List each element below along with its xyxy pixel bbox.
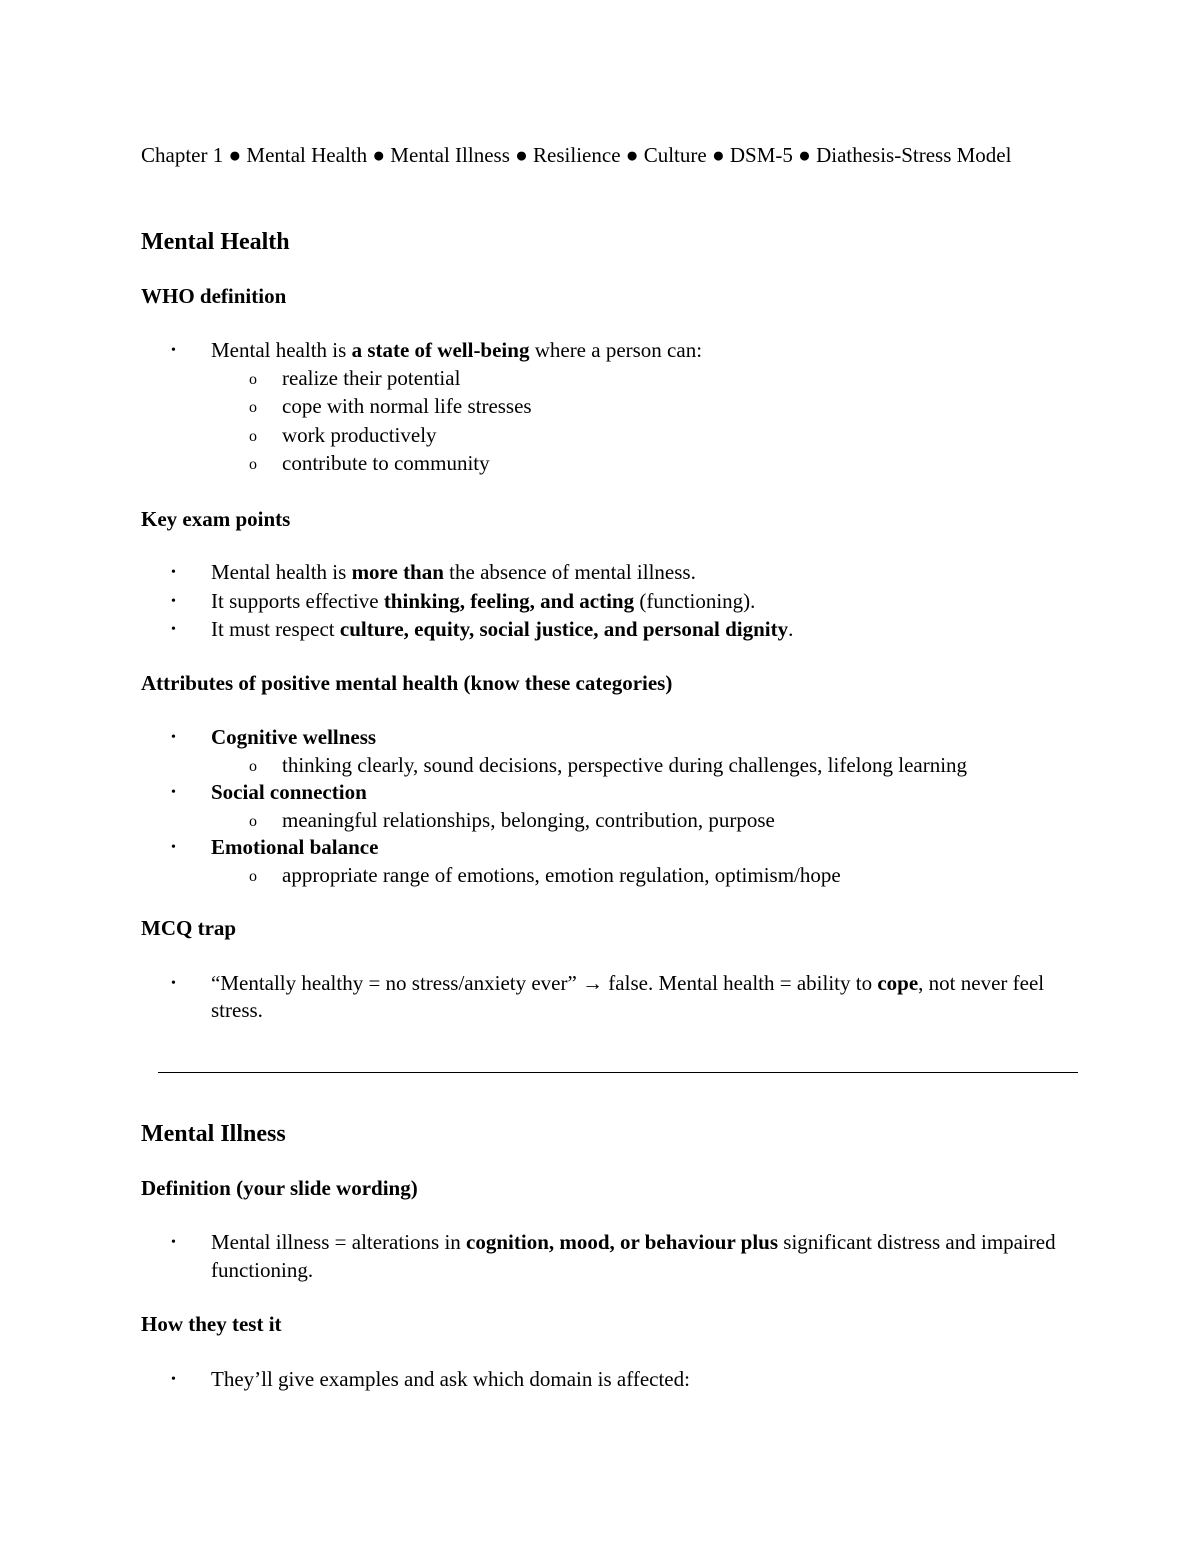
subheading-key-exam-points: Key exam points: [141, 506, 291, 531]
sub-list-item: o realize their potential: [141, 365, 1061, 393]
list-item: • It supports effective thinking, feeling, and acting (functioning).: [141, 588, 1061, 616]
sub-list-item: o cope with normal life stresses: [141, 393, 1061, 421]
bullet-icon: •: [171, 343, 176, 358]
list-item: • Emotional balance: [141, 834, 1061, 862]
circle-bullet-icon: o: [249, 757, 257, 775]
circle-bullet-icon: o: [249, 370, 257, 388]
sub-list-item: o meaningful relationships, belonging, contribution, purpose: [141, 807, 1061, 835]
horizontal-rule: [158, 1072, 1078, 1073]
key-exam-points-list: [141, 559, 1061, 644]
who-definition-list: [141, 337, 1061, 478]
sub-list-item: o work productively: [141, 422, 1061, 450]
document-page: [141, 142, 1061, 1393]
sub-list-item: o contribute to community: [141, 450, 1061, 478]
sub-list-item: o thinking clearly, sound decisions, perspective during challenges, lifelong learning: [141, 752, 1061, 780]
list-item: • “Mentally healthy = no stress/anxiety ever” → false. Mental health = ability to cope, not never feel stress.: [171, 970, 1045, 1022]
subheading-who-definition: WHO definition: [141, 283, 287, 308]
bullet-icon: •: [171, 730, 176, 745]
circle-bullet-icon: o: [249, 456, 257, 473]
list-item: • Cognitive wellness: [141, 724, 1061, 752]
list-item: • Mental illness = alterations in cognition, mood, or behaviour plus significant distress and impaired functioning.: [171, 1230, 1056, 1282]
circle-bullet-icon: o: [249, 427, 257, 445]
circle-bullet-icon: o: [249, 812, 257, 830]
list-item: • They’ll give examples and ask which domain is affected:: [141, 1366, 1061, 1394]
sub-list-item: o appropriate range of emotions, emotion regulation, optimism/hope: [141, 862, 1061, 890]
bullet-icon: •: [171, 622, 176, 637]
subheading-how-they-test-it: How they test it: [141, 1312, 282, 1336]
bullet-icon: •: [171, 1235, 176, 1250]
list-item: • Mental health is a state of well-being where a person can:: [141, 337, 1061, 365]
subheading-attributes: Attributes of positive mental health (know these categories): [141, 670, 673, 695]
bullet-icon: •: [171, 1371, 176, 1387]
list-item: • Social connection: [141, 779, 1061, 807]
list-item: • Mental health is more than the absence of mental illness.: [141, 559, 1061, 587]
list-item: • It must respect culture, equity, social justice, and personal dignity.: [141, 616, 1061, 644]
bullet-icon: •: [171, 840, 176, 855]
bullet-icon: •: [171, 975, 176, 991]
chapter-topics-line: Chapter 1 ● Mental Health ● Mental Illness ● Resilience ● Culture ● DSM-5 ● Diathesis-Stress Model: [141, 143, 1012, 167]
subheading-definition: Definition (your slide wording): [141, 1175, 418, 1200]
bullet-icon: •: [171, 785, 176, 800]
mcq-trap-list: [141, 970, 1061, 1025]
how-they-test-list: [141, 1366, 1061, 1394]
section-heading-mental-illness: Mental Illness: [141, 1120, 286, 1147]
subheading-mcq-trap: MCQ trap: [141, 916, 237, 940]
section-heading-mental-health: Mental Health: [141, 228, 290, 255]
bullet-icon: •: [171, 593, 176, 609]
circle-bullet-icon: o: [249, 867, 257, 885]
bullet-icon: •: [171, 565, 176, 580]
attributes-list: [141, 724, 1061, 889]
circle-bullet-icon: o: [249, 399, 257, 416]
definition-list: [141, 1229, 1061, 1284]
